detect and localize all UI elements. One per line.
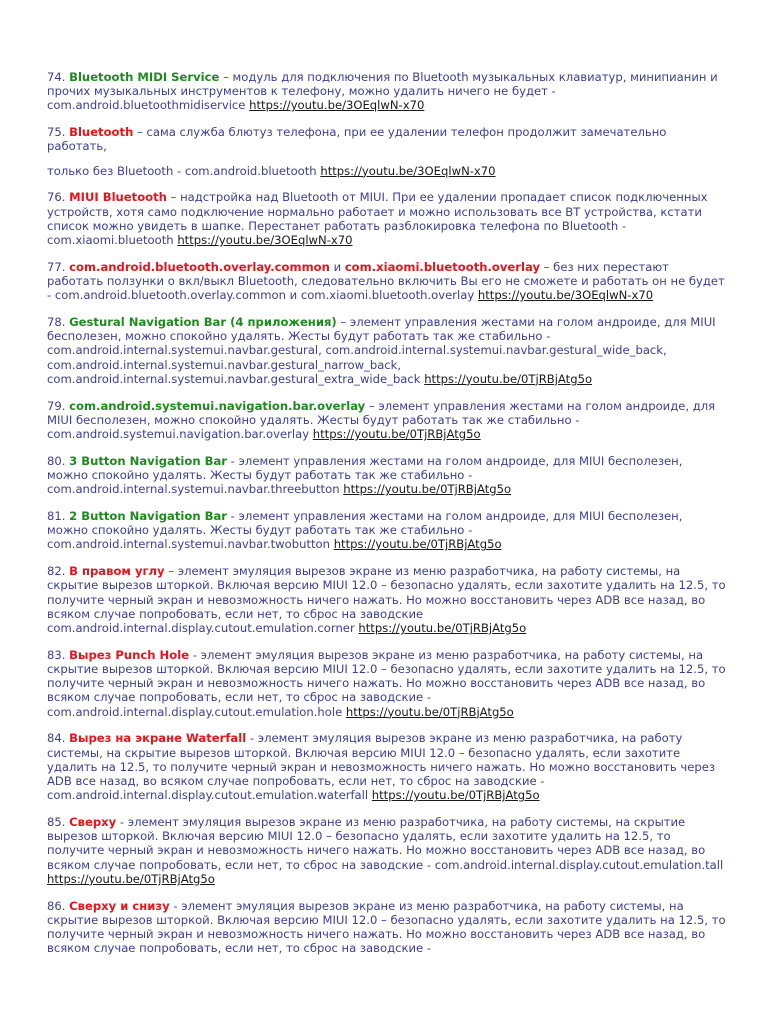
entry-text: – модуль для подключения по Bluetooth музыкальных клавиатур, минипианин и прочих музыкальных инструментов к телефону, можно удалить ничего не будет - com.android.bluetoothmidiservice — [47, 70, 718, 113]
entry-title: com.android.systemui.navigation.bar.overlay — [69, 398, 366, 413]
entry-number: 86. — [47, 898, 70, 913]
entry-number: 80. — [47, 453, 70, 468]
entry-number: 76. — [47, 190, 70, 205]
entry-title: Вырез на экране Waterfall — [69, 731, 247, 746]
entry-76 — [47, 190, 727, 247]
entry-79 — [47, 399, 727, 442]
video-link[interactable]: https://youtu.be/0TjRBjAtg5o — [343, 482, 512, 497]
entry-number: 84. — [47, 731, 70, 746]
entry-text: - элемент эмуляция вырезов экране из меню разработчика, на работу системы, на скрытие вырезов шторкой. Включая версию MIUI 12.0 – безопасно удалять, если захотите удалить на 12.5, то получите черный экран и невозможность ничего нажать. Но можно восстановить через ADB все назад, во всяком случае попробовать, если нет, то сброс на заводские - com.android.internal.display.cutout.emulation.hole — [47, 647, 726, 719]
entry-title: Вырез Punch Hole — [69, 647, 190, 662]
entry-86 — [47, 899, 727, 956]
entry-number: 81. — [47, 509, 70, 524]
video-link[interactable]: https://youtu.be/0TjRBjAtg5o — [358, 621, 527, 636]
entry-number: 75. — [47, 125, 70, 140]
entry-text: и — [329, 259, 345, 274]
entry-text: – надстройка над Bluetooth от MIUI. При ее удалении пропадает список подключенных устройств, хотя само подключение нормально работает и можно использовать все BT устройства, кстати список можно увидеть в шапке. Перестанет работать разблокировка телефона по Bluetooth - com.xiaomi.bluetooth — [47, 190, 708, 248]
entry-title: Bluetooth — [69, 125, 134, 140]
entry-text: - элемент управления жестами на голом андроиде, для MIUI бесполезен, можно спокойно удалять. Жесты будут работать так же стабильно - com.android.internal.systemui.navbar.twobutton — [47, 509, 683, 552]
entry-text: – элемент управления жестами на голом андроиде, для MIUI бесполезен, можно спокойно удалять. Жесты будут работать так же стабильно - com.android.systemui.navigation.bar.overlay — [47, 398, 716, 442]
entry-78 — [47, 315, 727, 386]
video-link[interactable]: https://youtu.be/3OEqlwN-x70 — [320, 163, 496, 178]
entry-title: com.android.bluetooth.overlay.common — [69, 259, 330, 274]
entry-text: – элемент управления жестами на голом андроиде, для MIUI бесполезен, можно спокойно удалять. Жесты будут работать так же стабильно - com.android.internal.systemui.navbar.gestural, com.android.internal.systemui.navbar.gestural_wide_back, com.android.internal.systemui.navbar.gestural_narrow_back, com.android.internal.systemui.navbar.gestural_extra_wide_back — [47, 315, 716, 386]
entry-title: 3 Button Navigation Bar — [69, 453, 227, 468]
entry-title: Bluetooth MIDI Service — [69, 70, 220, 84]
entry-74 — [47, 70, 727, 113]
entry-title: Gestural Navigation Bar (4 приложения) — [69, 315, 337, 330]
document-page — [47, 70, 727, 968]
video-link[interactable]: https://youtu.be/0TjRBjAtg5o — [312, 427, 481, 442]
entry-title: В правом углу — [69, 564, 165, 579]
line-break — [47, 154, 727, 164]
entry-number: 82. — [47, 564, 70, 579]
entry-text: только без Bluetooth - com.android.bluetooth — [47, 163, 321, 178]
video-link[interactable]: https://youtu.be/3OEqlwN-x70 — [177, 233, 353, 248]
video-link[interactable]: https://youtu.be/0TjRBjAtg5o — [47, 871, 215, 886]
entry-number: 77. — [47, 259, 70, 274]
entry-text: - элемент эмуляция вырезов экране из меню разработчика, на работу системы, на скрытие вырезов шторкой. Включая версию MIUI 12.0 – безопасно удалять, если захотите удалить на 12.5, то получите черный экран и невозможность ничего нажать. Но можно восстановить через ADB все назад, во всяком случае попробовать, если нет, то сброс на заводские - com.android.internal.display.cutout.emulation.tall — [47, 815, 724, 872]
video-link[interactable]: https://youtu.be/3OEqlwN-x70 — [477, 288, 654, 303]
video-link[interactable]: https://youtu.be/0TjRBjAtg5o — [333, 537, 502, 552]
video-link[interactable]: https://youtu.be/0TjRBjAtg5o — [371, 788, 540, 803]
entry-75 — [47, 125, 727, 178]
entry-82 — [47, 564, 727, 635]
entry-text: - элемент эмуляция вырезов экране из меню разработчика, на работу системы, на скрытие вырезов шторкой. Включая версию MIUI 12.0 – безопасно удалять, если захотите удалить на 12.5, то получите черный экран и невозможность ничего нажать. Но можно восстановить через ADB все назад, во всяком случае попробовать, если нет, то сброс на заводские - — [47, 898, 726, 956]
video-link[interactable]: https://youtu.be/3OEqlwN-x70 — [249, 98, 425, 113]
entry-text: – элемент эмуляция вырезов экране из меню разработчика, на работу системы, на скрытие вырезов шторкой. Включая версию MIUI 12.0 – безопасно удалять, если захотите удалить на 12.5, то получите черный экран и невозможность ничего нажать. Но можно восстановить через ADB все назад, во всяком случае попробовать, если нет, то сброс на заводские com.android.internal.display.cutout.emulation.corner — [47, 564, 726, 636]
entry-81 — [47, 509, 727, 552]
entry-number: 85. — [47, 815, 70, 830]
entry-85 — [47, 815, 727, 886]
entry-84 — [47, 731, 727, 802]
entry-80 — [47, 454, 727, 497]
entry-text: – без них перестают работать ползунки о вкл/выкл Bluetooth, следовательно включить Вы его не сможете и работать он не будет - com.android.bluetooth.overlay.common и com.xiaomi.bluetooth.overlay — [47, 259, 725, 303]
entry-83 — [47, 648, 727, 719]
entry-number: 83. — [47, 647, 70, 662]
entry-number: 78. — [47, 315, 70, 330]
video-link[interactable]: https://youtu.be/0TjRBjAtg5o — [345, 704, 514, 719]
entry-title: com.xiaomi.bluetooth.overlay — [344, 259, 540, 274]
entry-title: MIUI Bluetooth — [69, 190, 167, 205]
entry-text: - элемент эмуляция вырезов экране из меню разработчика, на работу системы, на скрытие вырезов шторкой. Включая версию MIUI 12.0 – безопасно удалять, если захотите удалить на 12.5, то получите черный экран и невозможность ничего нажать. Но можно восстановить через ADB все назад, во всяком случае попробовать, если нет, то сброс на заводские - com.android.internal.display.cutout.emulation.waterfall — [47, 731, 715, 803]
entry-text: - элемент управления жестами на голом андроиде, для MIUI бесполезен, можно спокойно удалять. Жесты будут работать так же стабильно - com.android.internal.systemui.navbar.threebutton — [47, 453, 683, 497]
entry-title: Сверху — [69, 815, 117, 830]
entry-text: – сама служба блютуз телефона, при ее удалении телефон продолжит замечательно работать, — [47, 125, 667, 154]
entry-title: Сверху и снизу — [69, 898, 170, 913]
entry-77 — [47, 260, 727, 303]
entry-title: 2 Button Navigation Bar — [69, 509, 227, 524]
entry-number: 79. — [47, 398, 70, 413]
entry-number: 74. — [47, 70, 70, 84]
video-link[interactable]: https://youtu.be/0TjRBjAtg5o — [424, 371, 593, 386]
